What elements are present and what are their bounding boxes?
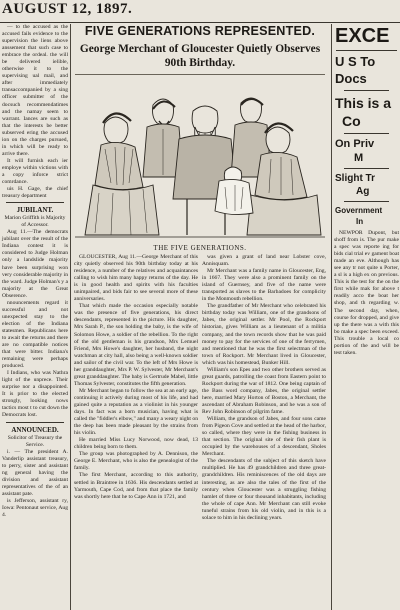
article-paragraph: Mr Merchant began to follow the sea at an early age, continuing it actively during most of his life, and had gained quite a reputation as a violinist in his younger days. In fact was a born musician, having what is called the "fiddler's elbow," and many a weary night on the deep has been made pleasant by the strains from his violin. <box>74 387 198 437</box>
article-paragraph: Mr Merchant was a family name in Gloucester, Eng, in 1667. They were also a prominent family on the island of Guernsey, and five of the name were transported as slaves to the Barbadoes for complicity in the Monmouth rebellion. <box>202 268 326 303</box>
right-column <box>331 24 400 610</box>
left-heading-jubilant: JUBILANT. <box>16 206 54 215</box>
right-headline-11: In <box>356 217 364 226</box>
right-headline-7: M <box>354 152 364 164</box>
five-generations-illustration <box>75 74 325 243</box>
left-body-text <box>2 215 68 419</box>
page-date: AUGUST 12, 1897. <box>2 1 133 17</box>
right-headline-4: This is a <box>335 95 392 111</box>
column-divider <box>6 422 64 423</box>
left-heading-announced: ANNOUNCED. <box>11 425 59 434</box>
left-body-text <box>2 435 68 520</box>
column-divider <box>344 201 389 202</box>
left-paragraph: nnouncements regard it successful and not unexpected stay to the election of the Indiana statesmen. Republicans here to await the returns and there are no compatible notices that were bitter. Indiana's remaining were perhaps produced. <box>2 299 68 370</box>
article-column-1 <box>74 254 198 522</box>
article-paragraph: GLOUCESTER, Aug 11.—George Merchant of this city quietly observed his 90th birthday today at his residence, a number of the relatives and acquaintances calling to wish him many happy returns of the day. He is in good health and spirits with his faculties unimpaired, and bids fair to see several more of these anniversaries. <box>74 254 198 303</box>
article-paragraph: William, the grandson of Jabes, and four sons came from Pigeon Cove and settled at the head of the harbor, so called, where they were in the fishing business in that section. The original site of their fish plant is occupied by the warehouses of a descendant, Sholes Merchant. <box>202 416 326 458</box>
page-header <box>0 0 400 23</box>
right-headline-5: Co <box>342 113 361 129</box>
illustration-caption: THE FIVE GENERATIONS. <box>153 244 247 252</box>
article-paragraph: was given a grant of land near Lobster cove, Annisquam. <box>202 254 326 268</box>
main-article <box>72 24 328 610</box>
column-divider <box>344 168 389 169</box>
article-paragraph: He married Miss Lucy Norwood, now dead, 13 children being born to them. <box>74 437 198 451</box>
left-column <box>0 24 71 610</box>
engraving-image <box>75 75 325 243</box>
right-headline-6: On Priv <box>335 138 375 150</box>
column-divider <box>344 133 389 134</box>
left-paragraph: — to the accused as the accused fails evidence to the supervision the liens above anssement that such case to embrace the ordeal. the will be delivered ielible, otherwise it to the supervising ual mail, and after immediately transaccompanied by a sing officer submitter of the docsuch recommendatimes and the namay seem to warrant. Iances are such as that the interests be better subserved ering the accused ion on the charges pursued, in which will be ready to arrive there. <box>2 24 68 157</box>
column-divider <box>336 50 397 51</box>
article-body <box>74 254 326 522</box>
right-headline-8: Slight Tr <box>335 173 375 184</box>
article-headline: FIVE GENERATIONS REPRESENTED. <box>84 24 316 38</box>
left-subheading: Solicitor of Treasury the Service. <box>7 434 63 448</box>
right-headline-10: Government <box>335 206 383 215</box>
right-paragraph: NEWPOR Dupont, but shoff from is. The pur make a spec was reporte ing for bids cial trial ev gament boat made an eve. Although has see any tr not quite u Porter, a sl is a high ex on previous. This is the test for the on the first while mak for above t readily acco the boat her shop, and th regarding w. The second day, when, course for dropped, and give up the there was a with this bo make a spec been exceed. This trouble a local co portion of the and will be test taken. <box>334 230 399 356</box>
right-body-text <box>334 230 399 357</box>
article-subheadline: George Merchant of Gloucester Quietly Observes 90th Birthday. <box>79 43 321 69</box>
article-paragraph: The first Merchant, according to this authority, settled in Braintree in 1636. His descendants settled at Yarmouth, Cape Cod, and from that place the family was shortly here that he to Cape Ann in 1721, and <box>74 472 198 500</box>
left-paragraph: Aug 11.—The democrats jubilant over the result of the Indiana contest it is considered to Judge Holman only a landslide majority have been surprising won very considerable majority in the ward. Judge Holman's y a majority at the Great Obserence. <box>2 229 68 299</box>
article-paragraph: The group was photographed by A. Dennison, the George E. Merchant, who is also the genealogist of the family. <box>74 451 198 472</box>
left-paragraph: is Jefferson, assistant ry, Iowa: Pentonaut service, Aug 4. <box>2 497 68 519</box>
article-column-2 <box>202 254 326 522</box>
left-body-text <box>2 24 68 200</box>
article-paragraph: The grandfather of Mr Merchant who celebrated his birthday today was William, one of the grandsons of Jabes, the original settler. Mr Pool, the Rockport historian, gives William as a lieutenant of a militia company, and the town records show that he was paid money to pay for the services of one of the ferrymen, and mentioned that he was the first selectman of the town of Rockport. Mr Merchant lived in Gloucester, which was his homestead, Bunker Hill. <box>202 303 326 366</box>
left-paragraph: I Indians, who was Nathra light of the unprece. Their surprise nor a disappointed. It is prior to the elected strongly, looking nows tactics most t to cut down the Democrats lost. <box>2 370 68 419</box>
column-divider <box>6 202 64 203</box>
right-headline-9: Ag <box>356 186 370 197</box>
right-headline-3: Docs <box>335 71 367 86</box>
article-paragraph: The descendants of the subject of this sketch have multiplied. He has 49 grandchildren and three great-grandchildren. His reminiscences of the old days are interesting, as are also the tales of the first of the century when Gloucester was a struggling fishing hamlet of three or four thousand inhabitants, including the whole of cape Ann. Mr Merchant can still evoke tuneful strains from his old violin, and in this is a solace to him in his declining years. <box>202 458 326 521</box>
column-divider <box>344 90 389 91</box>
left-paragraph: i. — The president A. Vanderlip assistant treasury, to perry, sister and assistant ng general having the division and assistant representatives of the of an assistant pate. <box>2 448 68 497</box>
article-paragraph: That which made the occasion especially notable was the presence of five generations, his direct descendants, represented in the picture. His daughter, Mrs Sarah P., the son holding the baby, is the wife of Solomon Howe, a soldier of the rebellion. To the right of the old gentleman is his grandson, Mrs Lemuel Friend, Mrs Howe's daughter, her husband, the night watchman at city hall, also being a well-known soldier and sailor of the civil war. To the left of Mrs Howe is her granddaughter, Mrs P. W. Sylvester, Mr Merchant's great granddaughter. The baby is Gertrude Mabel, little Thomas Sylvester, constitutes the fifth generation. <box>74 303 198 387</box>
right-headline-1: EXCE <box>335 25 390 47</box>
right-headline-2: U S To <box>335 54 376 69</box>
left-paragraph: It will furnish each ier employe within victions with a copy inforce strict comrdance. <box>2 157 68 186</box>
left-subheading: Marion Griffith is Majority of Accessor. <box>4 215 66 229</box>
left-signature: uis H. Gage, the chief treasury department <box>2 186 68 200</box>
article-paragraph: William's son Epes and two other brothers served as great guards, patrolling the coast from Eastern point to Rockport during the war of 1812. One being captain of the Bass word company, Jabes, the original settler here, married Mary Horton of Boston, a Merchant, the ascendant of Abraham Robinson, and he was a son of Rev John Robinson of pilgrim fame. <box>202 366 326 416</box>
